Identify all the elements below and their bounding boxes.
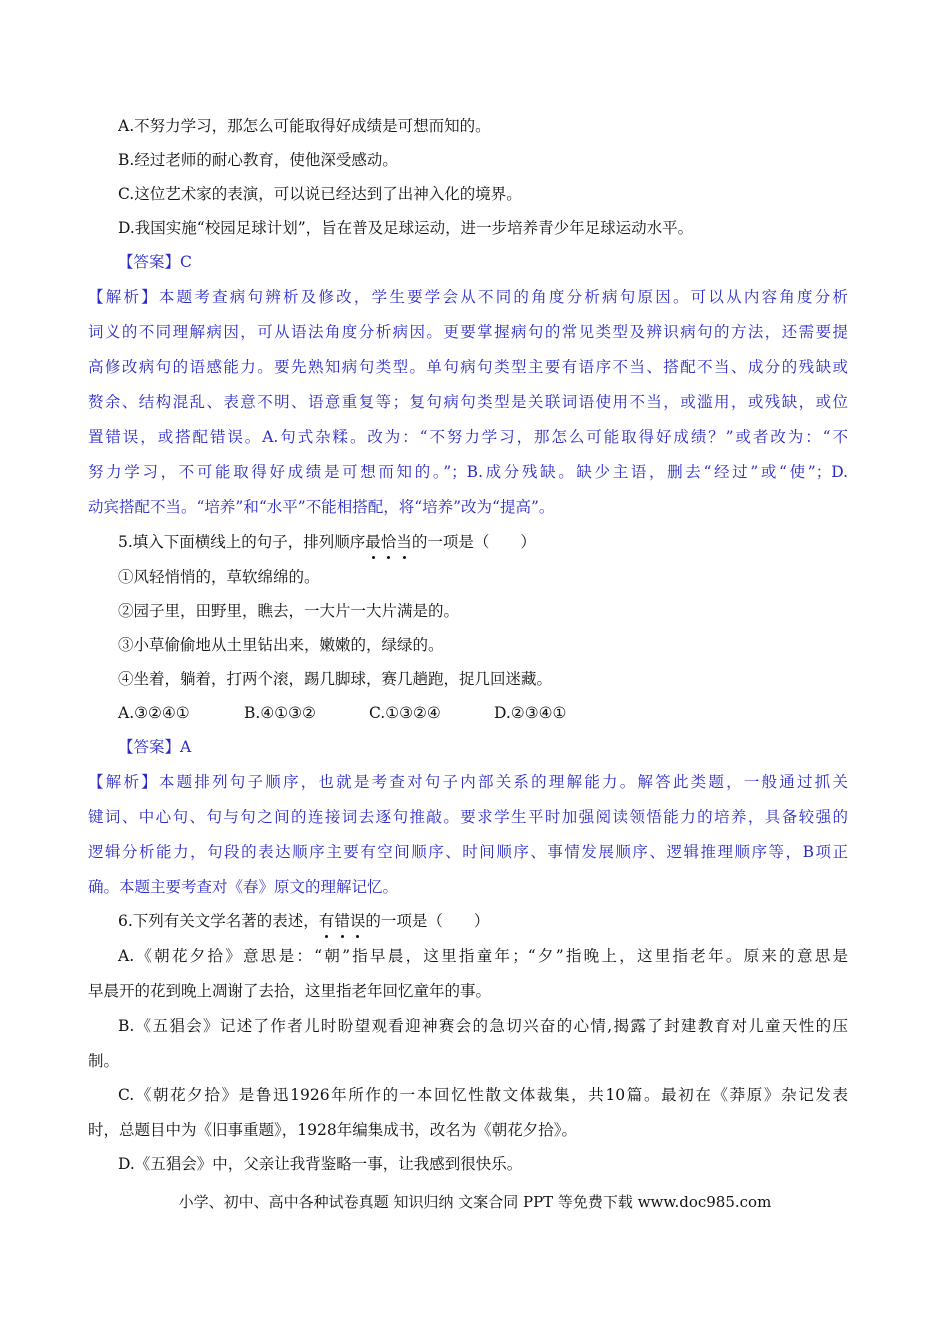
q5-sentence-1: ①风轻悄悄的，草软绵绵的。 — [118, 568, 320, 586]
q5-stem-after: 的一项是（ ） — [411, 533, 536, 551]
emphasis-char: 恰 — [381, 533, 397, 551]
q6-option-b-line1: B.《五猖会》记述了作者儿时盼望观看迎神赛会的急切兴奋的心情,揭露了封建教育对儿童天性的压 — [118, 1017, 848, 1035]
q4-analysis-line: 动宾搭配不当。“培养”和“水平”不能相搭配，将“培养”改为“提高”。 — [88, 498, 555, 516]
q4-option-a: A.不努力学习，那怎么可能取得好成绩是可想而知的。 — [118, 117, 491, 135]
q5-option-a: A.③②④① — [118, 704, 190, 722]
q5-analysis-line: 键词、中心句、句与句之间的连接词去逐句推敲。要求学生平时加强阅读领悟能力的培养，具备较强的 — [88, 808, 848, 826]
q4-option-c: C.这位艺术家的表演，可以说已经达到了出神入化的境界。 — [118, 185, 522, 203]
q6-option-a-line1: A.《朝花夕拾》意思是：“朝”指早晨，这里指童年；“夕”指晚上，这里指老年。原来的意思是 — [118, 947, 848, 965]
q5-stem-before: 5.填入下面横线上的句子，排列顺序 — [118, 533, 366, 551]
q4-analysis-line: 高修改病句的语感能力。要先熟知病句类型。单句病句类型主要有语序不当、搭配不当、成分的残缺或 — [88, 358, 848, 376]
q4-analysis-line: 【解析】本题考查病句辨析及修改，学生要学会从不同的角度分析病句原因。可以从内容角度分析 — [88, 288, 848, 306]
q6-stem-after: 的一项是（ ） — [365, 912, 490, 930]
q5-sentence-3: ③小草偷偷地从土里钻出来，嫩嫩的，绿绿的。 — [118, 636, 444, 654]
q5-analysis-line: 【解析】本题排列句子顺序，也就是考查对句子内部关系的理解能力。解答此类题，一般通过抓关 — [88, 773, 848, 791]
q6-stem — [118, 911, 489, 931]
q5-option-c: C.①③②④ — [369, 704, 441, 722]
q5-sentence-2: ②园子里，田野里，瞧去，一大片一大片满是的。 — [118, 602, 460, 620]
q5-sentence-4: ④坐着，躺着，打两个滚，踢几脚球，赛几趟跑，捉几回迷藏。 — [118, 670, 553, 688]
q4-analysis-line: 词义的不同理解病因，可从语法角度分析病因。更要掌握病句的常见类型及辨识病句的方法，还需要提 — [88, 323, 848, 341]
q4-analysis-line: 置错误，或搭配错误。A.句式杂糅。改为：“不努力学习，那怎么可能取得好成绩？”或者改为：“不 — [88, 428, 848, 446]
q4-analysis-line: 赘余、结构混乱、表意不明、语意重复等；复句病句类型是关联词语使用不当，或滥用，或残缺，或位 — [88, 393, 848, 411]
q4-option-d: D.我国实施“校园足球计划”，旨在普及足球运动，进一步培养青少年足球运动水平。 — [118, 219, 694, 237]
q5-answer: 【答案】A — [118, 738, 192, 756]
q5-analysis-line: 确。本题主要考查对《春》原文的理解记忆。 — [88, 878, 399, 896]
q6-option-d-line1: D.《五猖会》中，父亲让我背鉴略一事，让我感到很快乐。 — [118, 1155, 523, 1173]
q5-option-b: B.④①③② — [244, 704, 316, 722]
q6-option-c-line1: C.《朝花夕拾》是鲁迅1926年所作的一本回忆性散文体裁集，共10篇。最初在《莽原》杂记发表 — [118, 1086, 848, 1104]
q5-option-d: D.②③④① — [494, 704, 567, 722]
emphasis-char: 错 — [334, 912, 350, 930]
q5-stem — [118, 532, 536, 552]
q5-analysis-line: 逻辑分析能力，句段的表达顺序主要有空间顺序、时间顺序、事情发展顺序、逻辑推理顺序等，B项正 — [88, 843, 848, 861]
q6-option-b-line2: 制。 — [88, 1052, 120, 1070]
q4-answer: 【答案】C — [118, 253, 192, 271]
emphasis-char: 有 — [319, 912, 335, 930]
emphasis-char: 最 — [365, 533, 381, 551]
emphasis-char: 误 — [350, 912, 366, 930]
q6-option-a-line2: 早晨开的花到晚上凋谢了去拾，这里指老年回忆童年的事。 — [88, 982, 492, 1000]
q6-stem-before: 6.下列有关文学名著的表述， — [118, 912, 319, 930]
q4-analysis-line: 努力学习，不可能取得好成绩是可想而知的。”；B.成分残缺。缺少主语，删去“经过”或“使”；D. — [88, 463, 848, 481]
q6-option-c-line2: 时，总题目中为《旧事重题》，1928年编集成书，改名为《朝花夕拾》。 — [88, 1121, 577, 1139]
emphasis-char: 当 — [396, 533, 412, 551]
q5-options — [118, 703, 566, 723]
q4-option-b: B.经过老师的耐心教育，使他深受感动。 — [118, 151, 398, 169]
page-footer: 小学、初中、高中各种试卷真题 知识归纳 文案合同 PPT 等免费下载 www.doc985.com — [178, 1193, 772, 1211]
